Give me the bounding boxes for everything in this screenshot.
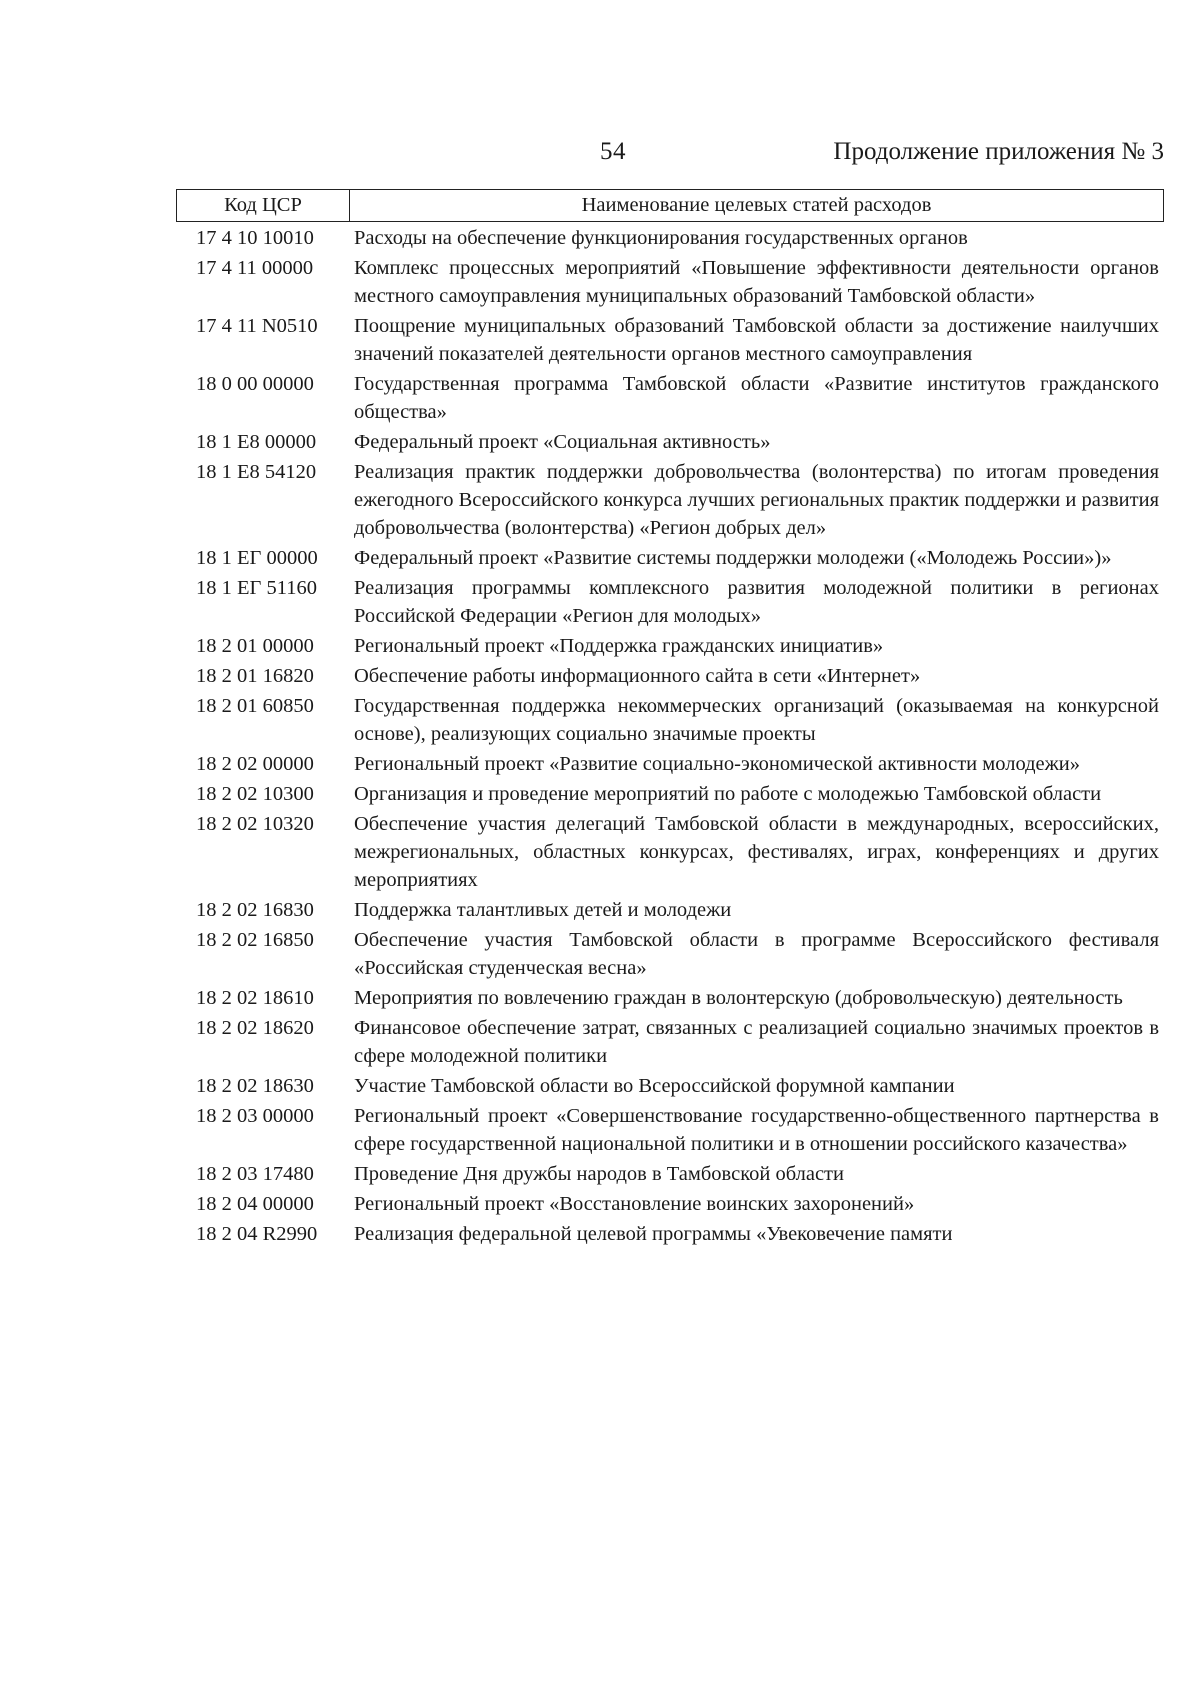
row-name: Реализация программы комплексного развития молодежной политики в регионах Российской Федерации «Регион для молодых» [354,576,1159,628]
row-code: 18 2 02 10300 [196,782,314,805]
row-name: Мероприятия по вовлечению граждан в волонтерскую (добровольческую) деятельность [354,986,1123,1009]
table-body [176,222,1164,1248]
table-row [176,252,1164,310]
table-row [176,660,1164,690]
row-code: 18 2 01 60850 [196,694,314,717]
row-code: 18 2 02 18630 [196,1074,314,1097]
row-name: Государственная поддержка некоммерческих организаций (оказываемая на конкурсной основе), реализующих социально значимые проекты [354,694,1159,746]
table-row [176,542,1164,572]
column-header-code: Код ЦСР [177,190,350,221]
row-name: Государственная программа Тамбовской области «Развитие институтов гражданского общества» [354,372,1159,423]
column-header-name: Наименование целевых статей расходов [581,194,932,216]
row-code: 17 4 10 10010 [196,226,314,249]
row-name: Региональный проект «Совершенствование государственно-общественного партнерства в сфере государственной национальной политики и в отношении российского казачества» [354,1104,1159,1156]
row-code: 18 1 ЕГ 51160 [196,576,317,599]
row-code: 18 2 02 18610 [196,986,314,1009]
row-code: 18 1 E8 00000 [196,430,317,453]
table-row [176,222,1164,252]
page-number: 54 [600,138,626,165]
row-code: 18 1 ЕГ 00000 [196,547,318,570]
row-code: 18 2 04 00000 [196,1192,314,1215]
table-row [176,456,1164,542]
table-row [176,690,1164,748]
row-code: 17 4 11 00000 [196,256,314,279]
row-name: Организация и проведение мероприятий по работе с молодежью Тамбовской области [354,782,1102,805]
table-header [176,189,1164,222]
row-name: Региональный проект «Поддержка гражданских инициатив» [354,635,884,658]
table-row [176,310,1164,368]
row-name: Поощрение муниципальных образований Тамбовской области за достижение наилучших значений показателей деятельности органов местного самоуправления [354,314,1159,365]
row-code: 18 2 02 10320 [196,812,314,835]
row-name: Реализация практик поддержки добровольчества (волонтерства) по итогам проведения ежегодного Всероссийского конкурса лучших региональных практик поддержки и развития добровольчества (волонтерства) «Регион добрых дел» [354,460,1159,540]
row-code: 18 2 01 16820 [196,664,314,687]
table-row [176,1188,1164,1218]
table-row [176,808,1164,894]
table-row [176,778,1164,808]
row-code: 17 4 11 N0510 [196,314,318,337]
row-code: 18 2 02 16850 [196,928,314,951]
table-row [176,894,1164,924]
row-name: Региональный проект «Развитие социально-экономической активности молодежи» [354,752,1081,775]
row-name: Реализация федеральной целевой программы «Увековечение памяти [354,1222,953,1245]
table-row [176,924,1164,982]
table-row [176,1070,1164,1100]
row-name: Комплекс процессных мероприятий «Повышение эффективности деятельности органов местного самоуправления муниципальных образований Тамбовской области» [354,256,1159,307]
row-name: Участие Тамбовской области во Всероссийской форумной кампании [354,1074,955,1097]
table-row [176,1012,1164,1070]
row-name: Проведение Дня дружбы народов в Тамбовской области [354,1162,844,1185]
row-code: 18 2 02 18620 [196,1016,314,1039]
row-name: Региональный проект «Восстановление воинских захоронений» [354,1192,915,1215]
row-code: 18 2 03 00000 [196,1104,314,1127]
row-name: Расходы на обеспечение функционирования государственных органов [354,226,968,249]
table-row [176,1100,1164,1158]
table-row [176,426,1164,456]
table-row [176,1218,1164,1248]
row-code: 18 2 04 R2990 [196,1222,318,1245]
row-code: 18 2 02 00000 [196,752,314,775]
row-name: Федеральный проект «Развитие системы поддержки молодежи («Молодежь России»)» [354,547,1112,570]
table-row [176,368,1164,426]
table-row [176,748,1164,778]
row-name: Федеральный проект «Социальная активность» [354,430,771,453]
table-row [176,630,1164,660]
row-name: Обеспечение работы информационного сайта в сети «Интернет» [354,664,921,687]
row-name: Поддержка талантливых детей и молодежи [354,898,732,921]
continuation-label: Продолжение приложения № 3 [833,138,1164,165]
table-row [176,982,1164,1012]
expense-items-table [176,189,1164,1248]
row-code: 18 0 00 00000 [196,372,314,395]
row-name: Обеспечение участия делегаций Тамбовской области в международных, всероссийских, межрегиональных, областных конкурсах, фестивалях, играх, конференциях и других мероприятиях [354,812,1159,892]
row-code: 18 2 02 16830 [196,898,314,921]
table-row [176,572,1164,630]
row-name: Финансовое обеспечение затрат, связанных с реализацией социально значимых проектов в сфере молодежной политики [354,1016,1159,1068]
row-name: Обеспечение участия Тамбовской области в программе Всероссийского фестиваля «Российская студенческая весна» [354,928,1159,980]
table-row [176,1158,1164,1188]
row-code: 18 1 E8 54120 [196,460,317,483]
row-code: 18 2 03 17480 [196,1162,314,1185]
row-code: 18 2 01 00000 [196,635,314,658]
